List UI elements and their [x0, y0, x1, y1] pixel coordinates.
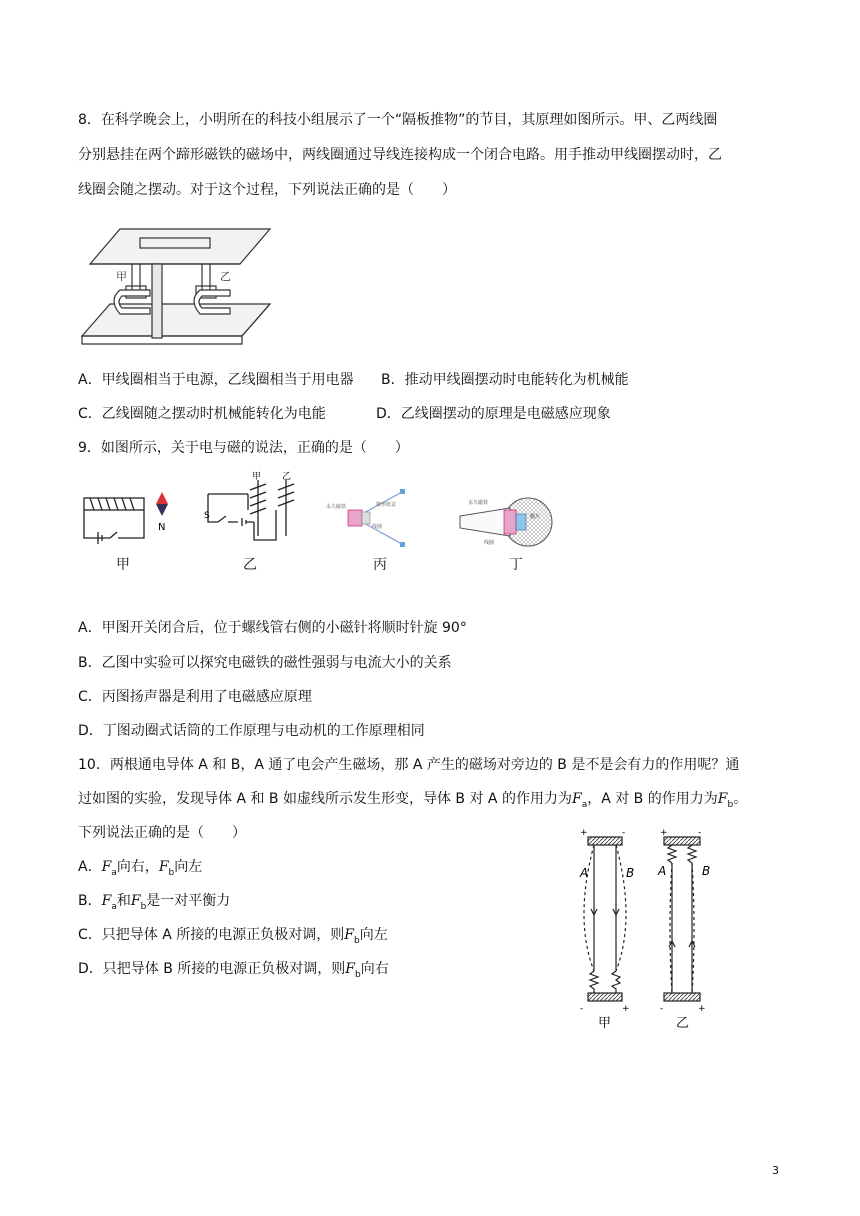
q10-option-c [78, 925, 388, 951]
force-symbol-f: F [717, 791, 728, 807]
option-text: C．只把导体 A 所接的电源正负极对调，则 [78, 927, 345, 943]
q9-bing-label-magnet: 永久磁铁 [326, 504, 347, 510]
q9-caption-bing: 丙 [373, 557, 387, 573]
q10-stem-line1: 10．两根通电导体 A 和 B，A 通了电会产生磁场，那 A 产生的磁场对旁边的 B 是不是会有力的作用呢？通 [78, 757, 740, 773]
option-text: 和 [116, 893, 131, 909]
option-text: D．只把导体 B 所接的电源正负极对调，则 [78, 961, 346, 977]
q9-option-c: C．丙图扬声器是利用了电磁感应原理 [78, 689, 312, 705]
option-letter: B． [78, 893, 102, 909]
page-number: 3 [772, 1164, 779, 1177]
force-subscript-b: b [353, 935, 360, 946]
q9-stem: 9．如图所示，关于电与磁的说法，正确的是（ ） [78, 440, 409, 456]
q8-option-b: B．推动甲线圈摆动时电能转化为机械能 [381, 372, 629, 388]
q10-fig-caption-yi: 乙 [676, 1016, 690, 1031]
option-text: 向左 [174, 859, 203, 875]
q10-fig-label-a: A [580, 866, 589, 880]
plus-sign: + [660, 828, 668, 838]
q9-figure-yi [198, 470, 308, 550]
q8-fig-label-yi: 乙 [220, 270, 231, 283]
force-symbol-f: F [101, 893, 112, 909]
q9-compass-n-label: N [158, 522, 166, 533]
q9-caption-ding: 丁 [509, 557, 523, 573]
q9-bing-label-cone: 锥形纸盆 [376, 502, 397, 508]
force-symbol-f: F [130, 893, 141, 909]
force-subscript-b: b [140, 901, 147, 912]
q8-option-a: A．甲线圈相当于电源，乙线圈相当于用电器 [78, 372, 354, 388]
q8-figure [80, 224, 280, 346]
plus-sign: + [622, 1004, 630, 1014]
q9-nail-label-jia: 甲 [252, 472, 262, 482]
q9-ding-label-magnet: 永久磁铁 [468, 500, 489, 506]
force-subscript-a: a [111, 867, 117, 878]
q8-stem-line1: 8．在科学晚会上，小明所在的科技小组展示了一个“隔板推物”的节目，其原理如图所示。甲、乙两线圈 [78, 112, 718, 128]
q10-fig-caption-jia: 甲 [598, 1016, 612, 1031]
option-text: 向左 [359, 927, 388, 943]
q10-option-b [78, 891, 230, 917]
q9-caption-yi: 乙 [243, 557, 257, 573]
q8-fig-label-jia: 甲 [116, 270, 127, 283]
force-symbol-f: F [101, 859, 112, 875]
q9-option-b: B．乙图中实验可以探究电磁铁的磁性强弱与电流大小的关系 [78, 655, 452, 671]
force-subscript-a: a [581, 799, 588, 810]
force-subscript-b: b [355, 969, 361, 980]
q10-option-a [78, 857, 202, 883]
q9-figure-bing [322, 486, 422, 548]
q8-option-c: C．乙线圈随之摆动时机械能转化为电能 [78, 406, 326, 422]
q10-fig-label-b2: B [702, 864, 711, 878]
force-symbol-f: F [571, 791, 582, 807]
force-symbol-f: F [158, 859, 169, 875]
q10-option-d [78, 959, 389, 985]
option-text: 是一对平衡力 [146, 893, 231, 909]
q9-figure-ding [454, 488, 556, 558]
force-symbol-f: F [344, 927, 354, 943]
force-subscript-b: b [727, 799, 734, 810]
force-subscript-a: a [111, 901, 117, 912]
minus-sign: - [698, 828, 702, 838]
q9-bing-label-coil: 线圈 [372, 524, 383, 530]
q9-option-d: D．丁图动圈式话筒的工作原理与电动机的工作原理相同 [78, 723, 425, 739]
q10-figure [568, 825, 730, 1033]
q9-nail-label-yi: 乙 [282, 472, 292, 482]
minus-sign: - [660, 1004, 664, 1014]
q9-caption-jia: 甲 [116, 557, 130, 573]
force-symbol-f: F [345, 961, 356, 977]
force-subscript-b: b [168, 867, 175, 878]
q8-option-d: D．乙线圈摆动的原理是电磁感应现象 [376, 406, 611, 422]
q9-option-a: A．甲图开关闭合后，位于螺线管右侧的小磁针将顺时针旋 90° [78, 620, 467, 636]
minus-sign: - [622, 828, 626, 838]
q9-ding-label-coil: 线圈 [484, 540, 495, 546]
q9-figure-jia [80, 486, 190, 548]
plus-sign: + [698, 1004, 706, 1014]
q9-ding-label-diaphragm: 膜片 [530, 514, 541, 520]
plus-sign: + [580, 828, 588, 838]
q8-stem-line3: 线圈会随之摆动。对于这个过程，下列说法正确的是（ ） [78, 182, 456, 198]
option-letter: A． [78, 859, 102, 875]
minus-sign: - [580, 1004, 584, 1014]
q10-stem-line2: 过如图的实验，发现导体 A 和 B 如虚线所示发生形变，导体 B 对 A 的作用力为$F_a$，A 对 B 的作用力为$F_b$。 [78, 791, 748, 810]
q8-stem-line2: 分别悬挂在两个蹄形磁铁的磁场中，两线圈通过导线连接构成一个闭合电路。用手推动甲线圈摆动时，乙 [78, 147, 722, 163]
q10-fig-label-b: B [626, 866, 635, 880]
option-text: 向右 [360, 961, 389, 977]
q10-stem-line2-part2: ，A 对 B 的作用力为 [587, 791, 718, 807]
option-text: 向右， [116, 859, 159, 875]
q10-stem-line2-part1: 过如图的实验，发现导体 A 和 B 如虚线所示发生形变，导体 B 对 A 的作用力为 [78, 791, 572, 807]
q10-fig-label-a2: A [658, 864, 667, 878]
q9-switch-s-label: S [204, 511, 210, 521]
q10-stem-line3: 下列说法正确的是（ ） [78, 825, 246, 841]
